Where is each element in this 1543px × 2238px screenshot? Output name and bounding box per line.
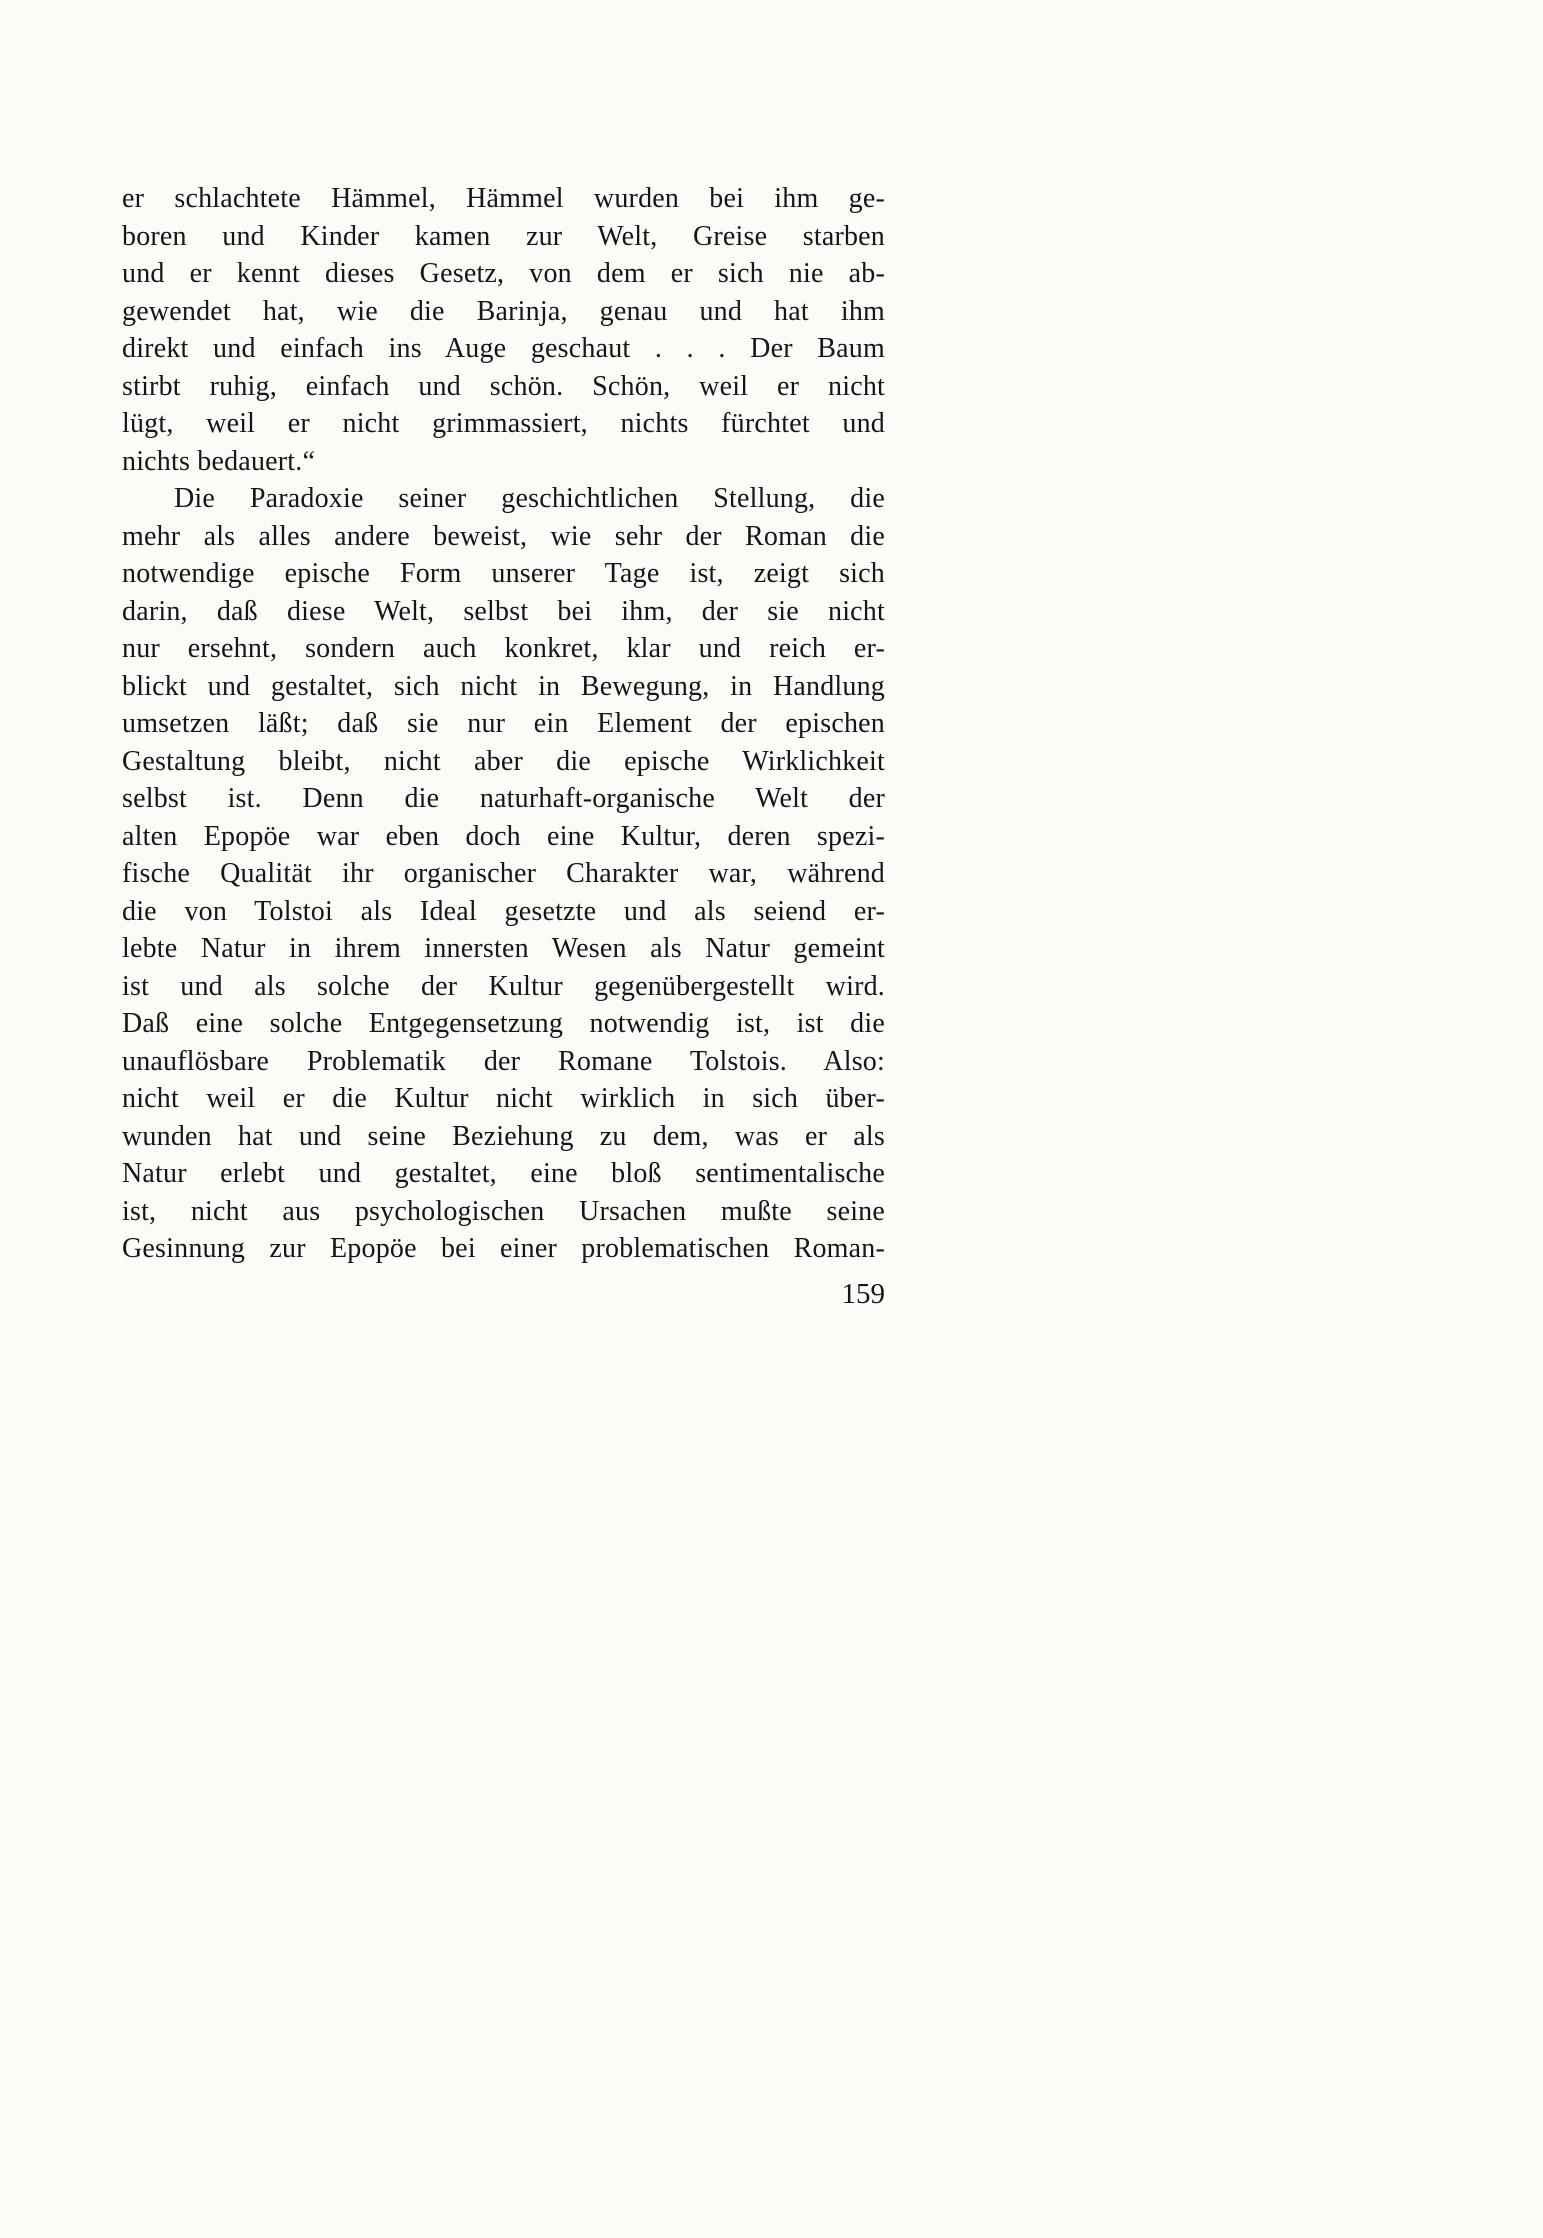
text-line: direkt und einfach ins Auge geschaut . . . Der Baum bbox=[122, 333, 885, 364]
text-line: Natur erlebt und gestaltet, eine bloß sentimentalische bbox=[122, 1158, 885, 1189]
text-line: darin, daß diese Welt, selbst bei ihm, der sie nicht bbox=[122, 595, 885, 627]
text-line: unauflösbare Problematik der Romane Tolstois. Also: bbox=[122, 1045, 885, 1077]
text-line: die von Tolstoi als Ideal gesetzte und als seiend er- bbox=[122, 895, 885, 927]
text-line: lügt, weil er nicht grimmassiert, nichts fürchtet und bbox=[122, 408, 885, 439]
text-line: gewendet hat, wie die Barinja, genau und hat ihm bbox=[122, 295, 885, 327]
text-line: lebte Natur in ihrem innersten Wesen als Natur gemeint bbox=[122, 933, 885, 964]
text-line: Gesinnung zur Epopöe bei einer problematischen Roman- bbox=[122, 1233, 885, 1264]
text-line: mehr als alles andere beweist, wie sehr der Roman die bbox=[122, 520, 885, 552]
text-block bbox=[122, 180, 885, 1268]
text-line: notwendige epische Form unserer Tage ist, zeigt sich bbox=[122, 558, 885, 589]
text-line-paragraph-start: Die Paradoxie seiner geschichtlichen Stellung, die bbox=[174, 483, 885, 514]
text-line: nur ersehnt, sondern auch konkret, klar und reich er- bbox=[122, 633, 885, 664]
text-line: blickt und gestaltet, sich nicht in Bewegung, in Handlung bbox=[122, 670, 885, 702]
text-line: boren und Kinder kamen zur Welt, Greise starben bbox=[122, 220, 885, 252]
text-line: und er kennt dieses Gesetz, von dem er sich nie ab- bbox=[122, 258, 885, 289]
text-line-paragraph-end: nichts bedauert.“ bbox=[122, 445, 316, 477]
text-line: Gestaltung bleibt, nicht aber die epische Wirklichkeit bbox=[122, 745, 885, 777]
text-line: alten Epopöe war eben doch eine Kultur, deren spezi- bbox=[122, 820, 885, 852]
text-line: stirbt ruhig, einfach und schön. Schön, weil er nicht bbox=[122, 370, 885, 402]
text-line: ist und als solche der Kultur gegenübergestellt wird. bbox=[122, 970, 885, 1002]
text-line: Daß eine solche Entgegensetzung notwendig ist, ist die bbox=[122, 1008, 885, 1039]
page-number: 159 bbox=[841, 1278, 885, 1310]
text-line: fische Qualität ihr organischer Charakter war, während bbox=[122, 858, 885, 889]
text-line: selbst ist. Denn die naturhaft-organische Welt der bbox=[122, 783, 885, 814]
text-line: ist, nicht aus psychologischen Ursachen mußte seine bbox=[122, 1195, 885, 1227]
text-line: nicht weil er die Kultur nicht wirklich in sich über- bbox=[122, 1083, 885, 1114]
text-line: umsetzen läßt; daß sie nur ein Element der epischen bbox=[122, 708, 885, 739]
text-line: wunden hat und seine Beziehung zu dem, was er als bbox=[122, 1120, 885, 1152]
text-line: er schlachtete Hämmel, Hämmel wurden bei ihm ge- bbox=[122, 183, 885, 214]
